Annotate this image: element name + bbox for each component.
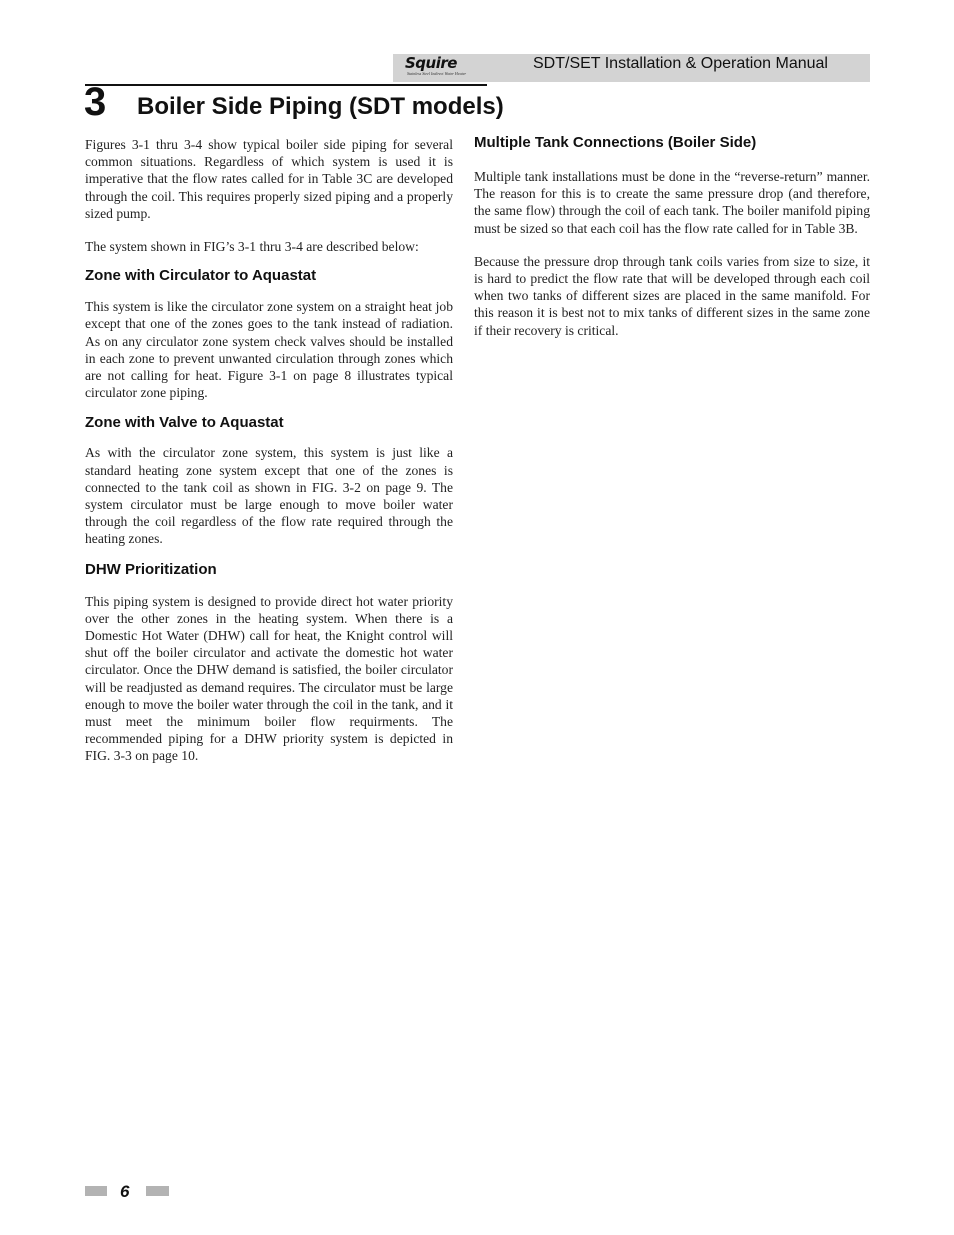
header-rule bbox=[85, 84, 487, 86]
footer-bar-left bbox=[85, 1186, 107, 1196]
dhw-text: This piping system is designed to provide direct hot water priority over the other zones in the heating system. When there is a Domestic Hot Water (DHW) call for heat, the Knight control will shut off the boiler circulator and activate the domestic hot water circulator. Once the DHW demand is satisfied, the boiler circulator will be readjusted as demand requires. The circulator must be large enough to move the boiler water through the coil in the tank, and it must meet the minimum boiler flow requirments. The recommended piping for a DHW priority system is depicted in FIG. 3-3 on page 10. bbox=[85, 593, 453, 764]
squire-logo bbox=[405, 54, 473, 80]
section-number: 3 bbox=[84, 80, 107, 124]
section-title: Boiler Side Piping (SDT models) bbox=[137, 93, 504, 120]
zone-circulator-heading: Zone with Circulator to Aquastat bbox=[85, 267, 317, 285]
multiple-tank-paragraph-1: Multiple tank installations must be done in the “reverse-return” manner. The reason for this is to create the same pressure drop (and therefore, the same flow) through the coil of each tank. The boiler manifold piping must be sized so that each coil has the flow rate called for in Table 3B. bbox=[474, 169, 870, 236]
dhw-heading: DHW Prioritization bbox=[85, 560, 217, 578]
multiple-tank-heading: Multiple Tank Connections (Boiler Side) bbox=[474, 134, 757, 151]
page-number: 6 bbox=[120, 1182, 130, 1201]
right-column bbox=[474, 134, 870, 339]
intro-paragraph-1: Figures 3-1 thru 3-4 show typical boiler side piping for several common situations. Regardless of which system is used it is imperative that the flow rates called for in Table 3C are developed through the coil. This requires properly sized piping and a properly sized pump. bbox=[85, 137, 453, 221]
zone-valve-heading: Zone with Valve to Aquastat bbox=[85, 414, 284, 432]
logo-wordmark: Squire bbox=[405, 54, 457, 72]
footer-bar-right bbox=[146, 1186, 169, 1196]
multiple-tank-paragraph-2: Because the pressure drop through tank coils varies from size to size, it is hard to predict the flow rate that will be developed through each coil when two tanks of different sizes are placed in the same manifold. For this reason it is best not to mix tanks of different sizes in the same zone if their recovery is critical. bbox=[474, 253, 870, 338]
left-column bbox=[85, 136, 453, 765]
manual-title: SDT/SET Installation & Operation Manual bbox=[533, 55, 828, 72]
logo-tagline: Stainless Steel Indirect Water Heater bbox=[407, 71, 467, 76]
zone-circulator-text: This system is like the circulator zone system on a straight heat job except that one of the zones goes to the tank instead of radiation. As on any circulator zone system check valves should be installed in each zone to prevent unwanted circulation through zones which are not calling for heat. Figure 3-1 on page 8 illustrates typical circulator zone piping. bbox=[85, 299, 453, 401]
zone-valve-text: As with the circulator zone system, this system is just like a standard heating zone system except that one of the zones is connected to the tank coil as shown in FIG. 3-2 on page 9. The system circulator must be large enough to move boiler water through the coil regardless of the flow rate required through the heating zones. bbox=[85, 445, 453, 547]
intro-paragraph-2: The system shown in FIG’s 3-1 thru 3-4 are described below: bbox=[85, 239, 419, 255]
